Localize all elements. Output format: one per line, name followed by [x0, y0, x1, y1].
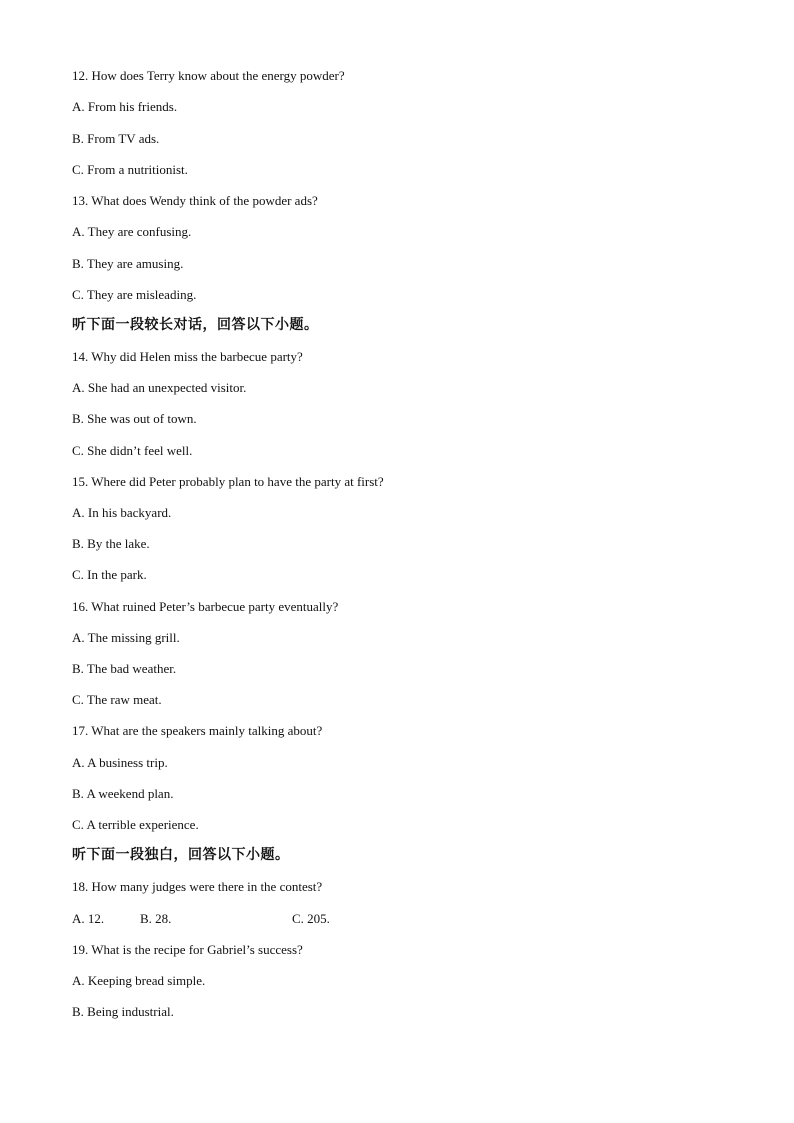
question-14: 14. Why did Helen miss the barbecue party? — [72, 349, 303, 364]
section-heading-conversation: 听下面一段较长对话，回答以下小题。 — [72, 317, 319, 333]
q13-option-b: B. They are amusing. — [72, 256, 184, 271]
q14-option-a: A. She had an unexpected visitor. — [72, 380, 247, 395]
q18-option-b: B. 28. — [140, 911, 172, 926]
q17-option-b: B. A weekend plan. — [72, 786, 174, 801]
q16-option-b: B. The bad weather. — [72, 661, 177, 676]
q15-option-c: C. In the park. — [72, 567, 147, 582]
q14-option-b: B. She was out of town. — [72, 411, 197, 426]
q13-option-c: C. They are misleading. — [72, 287, 197, 302]
q18-option-a: A. 12. — [72, 911, 105, 926]
q17-option-a: A. A business trip. — [72, 755, 168, 770]
q19-option-b: B. Being industrial. — [72, 1004, 174, 1019]
section-heading-monologue: 听下面一段独白，回答以下小题。 — [72, 847, 290, 863]
q12-option-b: B. From TV ads. — [72, 131, 160, 146]
q12-option-c: C. From a nutritionist. — [72, 162, 188, 177]
question-17: 17. What are the speakers mainly talking about? — [72, 723, 323, 738]
question-15: 15. Where did Peter probably plan to have the party at first? — [72, 474, 384, 489]
q13-option-a: A. They are confusing. — [72, 224, 192, 239]
q17-option-c: C. A terrible experience. — [72, 817, 199, 832]
q18-option-c: C. 205. — [292, 911, 330, 926]
q15-option-a: A. In his backyard. — [72, 505, 172, 520]
question-13: 13. What does Wendy think of the powder ads? — [72, 193, 318, 208]
q16-option-c: C. The raw meat. — [72, 692, 162, 707]
q14-option-c: C. She didn’t feel well. — [72, 443, 193, 458]
question-16: 16. What ruined Peter’s barbecue party eventually? — [72, 599, 339, 614]
question-12: 12. How does Terry know about the energy powder? — [72, 68, 345, 83]
q15-option-b: B. By the lake. — [72, 536, 150, 551]
q12-option-a: A. From his friends. — [72, 99, 178, 114]
question-18: 18. How many judges were there in the contest? — [72, 879, 323, 894]
q19-option-a: A. Keeping bread simple. — [72, 973, 206, 988]
question-19: 19. What is the recipe for Gabriel’s success? — [72, 942, 303, 957]
q16-option-a: A. The missing grill. — [72, 630, 180, 645]
